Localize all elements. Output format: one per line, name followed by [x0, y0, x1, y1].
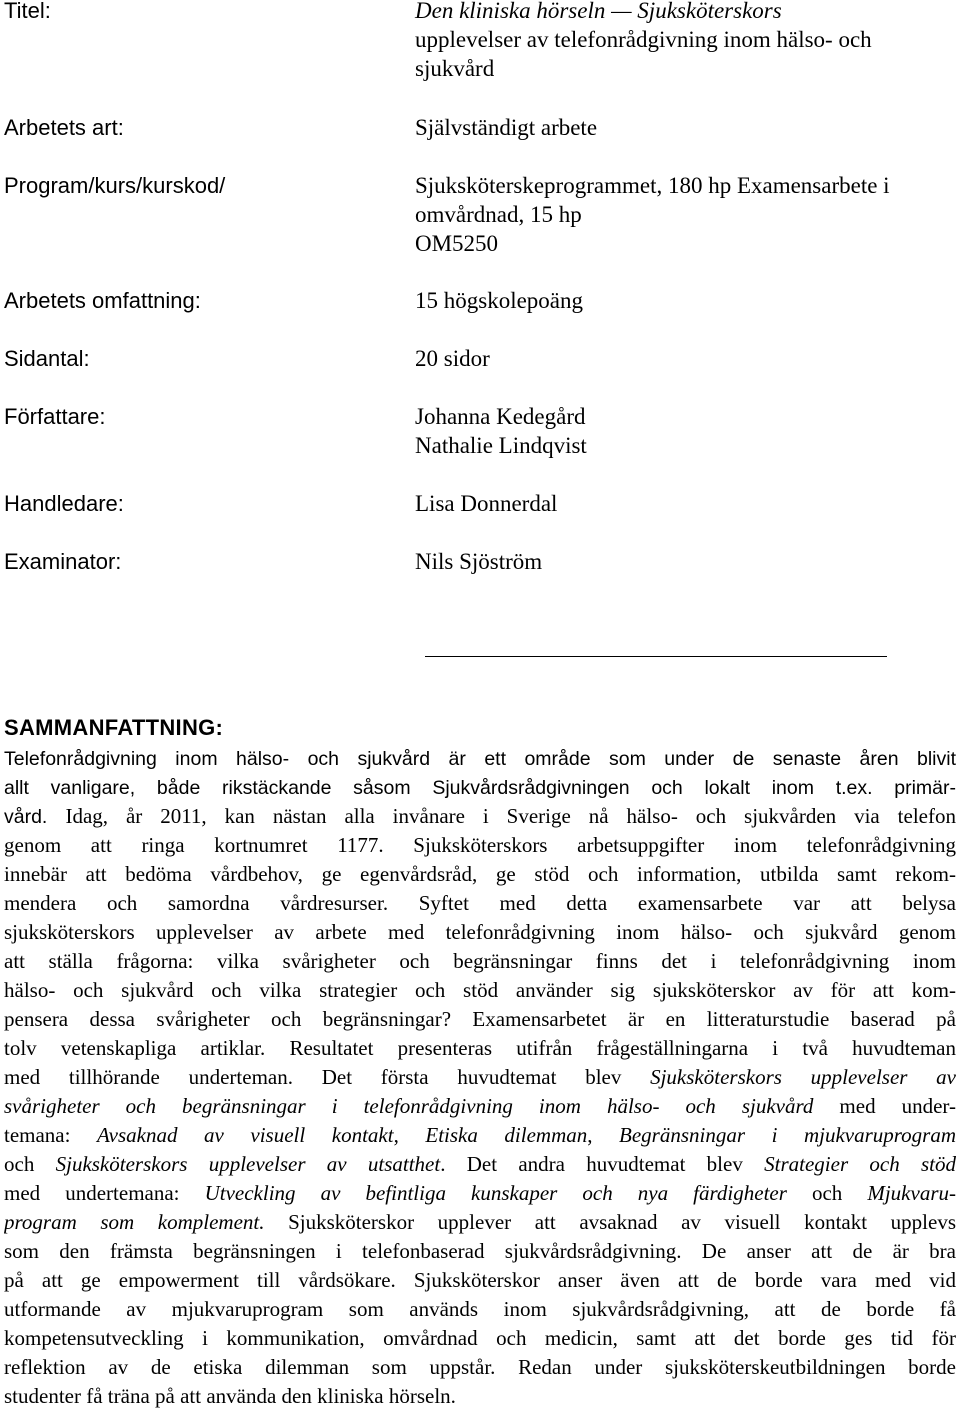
section-divider: [425, 656, 887, 657]
author-name: Johanna Kedegård: [415, 404, 586, 429]
summary-emphasis: Utveckling av befintliga kunskaper och nya färdigheter: [204, 1181, 787, 1205]
summary-text: att ställa frågorna: vilka svårigheter och begränsningar finns det i telefonrådgivning inom: [4, 949, 956, 973]
summary-line: [4, 1237, 956, 1266]
summary-line: [4, 1150, 956, 1179]
title-line: Den kliniska hörseln — Sjuksköterskors: [415, 0, 782, 23]
summary-emphasis: Mjukvaru-: [867, 1181, 956, 1205]
type-value: Självständigt arbete: [415, 115, 598, 140]
summary-emphasis: svårigheter och begränsningar i telefonrådgivning inom hälso- och sjukvård: [4, 1094, 814, 1118]
summary-text: med undertemana:: [4, 1181, 205, 1205]
summary-line: [4, 1353, 956, 1382]
summary-text: utformande av mjukvaruprogram som används inom sjukvårdsrådgivning, att de borde få: [4, 1297, 956, 1321]
summary-line: [4, 1382, 956, 1411]
summary-emphasis: Strategier och stöd: [764, 1152, 956, 1176]
summary-text: på att ge empowerment till vårdsökare. Sjuksköterskor anser även att de borde vara med vid: [4, 1268, 956, 1292]
summary-text: Idag, år 2011, kan nästan alla invånare i Sverige nå hälso- och sjukvården via telefon: [65, 804, 956, 828]
summary-emphasis: Sjuksköterskors upplevelser av utsatthet: [55, 1152, 441, 1176]
summary-emphasis: program som komplement.: [4, 1210, 265, 1234]
summary-text: som den främsta begränsningen i telefonbaserad sjukvårdsrådgivning. De anser att de är bra: [4, 1239, 956, 1263]
summary-emphasis: Etiska dilemman: [425, 1123, 588, 1147]
title-value: [415, 0, 955, 83]
summary-text: Sjuksköterskor upplever att avsaknad av visuell kontakt upplevs: [264, 1210, 956, 1234]
summary-text: sjuksköterskors upplevelser av arbete med telefonrådgivning inom hälso- och sjukvård genom: [4, 920, 956, 944]
summary-text: mendera och samordna vårdresurser. Syftet med detta examensarbete var att belysa: [4, 891, 956, 915]
scope-value: 15 högskolepoäng: [415, 288, 584, 313]
summary-line: [4, 860, 956, 889]
summary-line: [4, 918, 956, 947]
summary-line: [4, 1063, 956, 1092]
supervisor-label: Handledare:: [4, 491, 124, 516]
summary-line: [4, 1179, 956, 1208]
summary-line: [4, 773, 956, 802]
summary-text: ,: [587, 1123, 620, 1147]
summary-text: . Det andra huvudtemat blev: [440, 1152, 765, 1176]
title-label: Titel:: [4, 0, 51, 23]
pages-value: 20 sidor: [415, 346, 490, 371]
summary-text: och: [786, 1181, 868, 1205]
summary-line: [4, 1324, 956, 1353]
summary-text: pensera dessa svårigheter och begränsningar? Examensarbetet är en litteraturstudie baserad på: [4, 1007, 956, 1031]
summary-text: hälso- och sjukvård och vilka strategier och stöd använder sig sjuksköterskor av för att kom-: [4, 978, 956, 1002]
summary-text: temana:: [4, 1123, 98, 1147]
summary-line: [4, 889, 956, 918]
summary-line: [4, 1005, 956, 1034]
summary-text: genom att ringa kortnumret 1177. Sjuksköterskors arbetsuppgifter inom telefonrådgivning: [4, 833, 956, 857]
summary-line: [4, 1092, 956, 1121]
summary-text: innebär att bedöma vårdbehov, ge egenvårdsråd, ge stöd och information, utbilda samt rekom-: [4, 862, 956, 886]
authors-value: [415, 402, 955, 460]
summary-text: Telefonrådgivning inom hälso- och sjukvård är ett område som under de senaste åren blivit: [4, 748, 956, 770]
summary-text: studenter få träna på att använda den kliniska hörseln.: [4, 1384, 456, 1408]
program-line: Sjuksköterskeprogrammet, 180 hp Examensarbete i: [415, 173, 890, 198]
author-name: Nathalie Lindqvist: [415, 433, 587, 458]
type-label: Arbetets art:: [4, 115, 124, 140]
summary-line: [4, 1295, 956, 1324]
summary-heading: SAMMANFATTNING:: [4, 715, 224, 740]
summary-text: vård.: [4, 806, 66, 828]
supervisor-value: Lisa Donnerdal: [415, 491, 558, 516]
scope-label: Arbetets omfattning:: [4, 288, 201, 313]
summary-line: [4, 1208, 956, 1237]
program-label: Program/kurs/kurskod/: [4, 173, 226, 198]
examiner-label: Examinator:: [4, 549, 122, 574]
summary-body: [4, 744, 956, 1411]
summary-text: kompetensutveckling i kommunikation, omvårdnad och medicin, samt att det borde ges tid för: [4, 1326, 956, 1350]
summary-text: allt vanligare, både rikstäckande såsom Sjukvårdsrådgivningen och lokalt inom t.ex. primär-: [4, 777, 956, 799]
summary-line: [4, 947, 956, 976]
summary-line: [4, 1034, 956, 1063]
summary-emphasis: Begränsningar i mjukvaruprogram: [619, 1123, 956, 1147]
summary-text: tolv vetenskapliga artiklar. Resultatet presenteras utifrån frågeställningarna i två huvudteman: [4, 1036, 956, 1060]
title-line: sjukvård: [415, 56, 495, 81]
examiner-value: Nils Sjöström: [415, 549, 543, 574]
title-line: upplevelser av telefonrådgivning inom hälso- och: [415, 27, 872, 52]
summary-line: [4, 744, 956, 773]
summary-text: med tillhörande underteman. Det första huvudtemat blev: [4, 1065, 651, 1089]
summary-line: [4, 831, 956, 860]
summary-line: [4, 1121, 956, 1150]
summary-text: med under-: [813, 1094, 956, 1118]
program-line: omvårdnad, 15 hp: [415, 202, 582, 227]
summary-line: [4, 802, 956, 831]
summary-emphasis: Sjuksköterskors upplevelser av: [650, 1065, 956, 1089]
summary-text: ,: [393, 1123, 426, 1147]
summary-line: [4, 1266, 956, 1295]
pages-label: Sidantal:: [4, 346, 90, 371]
course-code: OM5250: [415, 231, 499, 256]
summary-line: [4, 976, 956, 1005]
summary-text: och: [4, 1152, 56, 1176]
summary-text: reflektion av de etiska dilemman som uppstår. Redan under sjuksköterskeutbildningen borde: [4, 1355, 956, 1379]
summary-emphasis: Avsaknad av visuell kontakt: [97, 1123, 394, 1147]
program-value: [415, 171, 955, 258]
authors-label: Författare:: [4, 404, 106, 429]
